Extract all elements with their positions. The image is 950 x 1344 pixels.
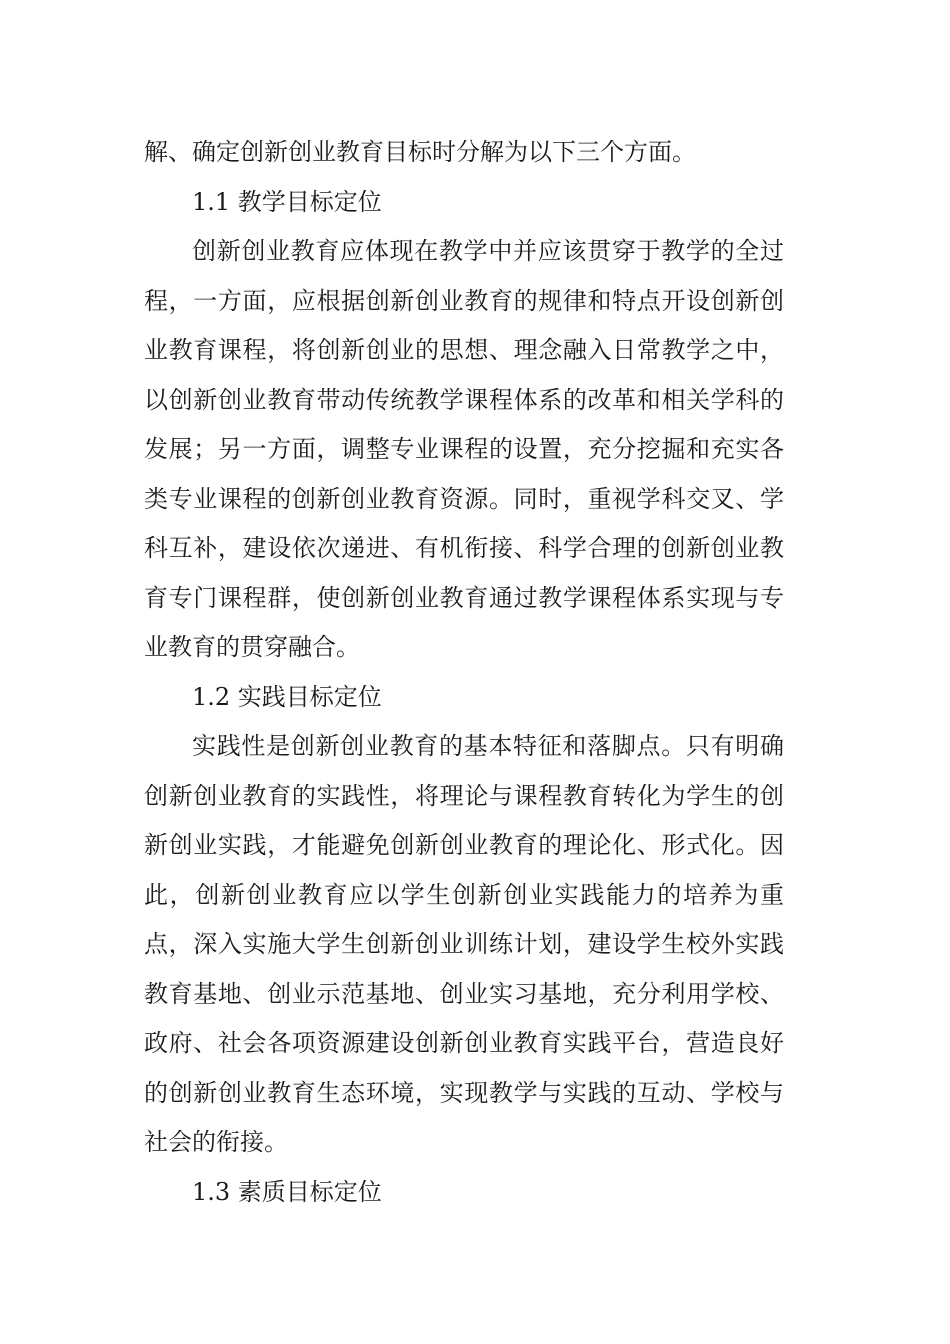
section-heading-practice-goal: 1.2 实践目标定位 [192, 682, 382, 711]
section-body-teaching-goal: 创新创业教育应体现在教学中并应该贯穿于教学的全过程，一方面，应根据创新创业教育的规律和特点开设创新创业教育课程，将创新创业的思想、理念融入日常教学之中，以创新创业教育带动传统教学课程体系的改革和相关学科的发展；另一方面，调整专业课程的设置，充分挖掘和充实各类专业课程的创新创业教育资源。同时，重视学科交叉、学科互补，建设依次递进、有机衔接、科学合理的创新创业教育专门课程群，使创新创业教育通过教学课程体系实现与专业教育的贯穿融合。 [144, 237, 784, 661]
section-heading-teaching-goal: 1.1 教学目标定位 [192, 187, 382, 216]
section-heading-quality-goal: 1.3 素质目标定位 [192, 1177, 382, 1206]
section-body-practice-goal: 实践性是创新创业教育的基本特征和落脚点。只有明确创新创业教育的实践性，将理论与课程教育转化为学生的创新创业实践，才能避免创新创业教育的理论化、形式化。因此，创新创业教育应以学生创新创业实践能力的培养为重点，深入实施大学生创新创业训练计划，建设学生校外实践教育基地、创业示范基地、创业实习基地，充分利用学校、政府、社会各项资源建设创新创业教育实践平台，营造良好的创新创业教育生态环境，实现教学与实践的互动、学校与社会的衔接。 [144, 732, 784, 1156]
intro-continuation-paragraph: 解、确定创新创业教育目标时分解为以下三个方面。 [144, 138, 696, 166]
document-body [144, 128, 784, 1217]
